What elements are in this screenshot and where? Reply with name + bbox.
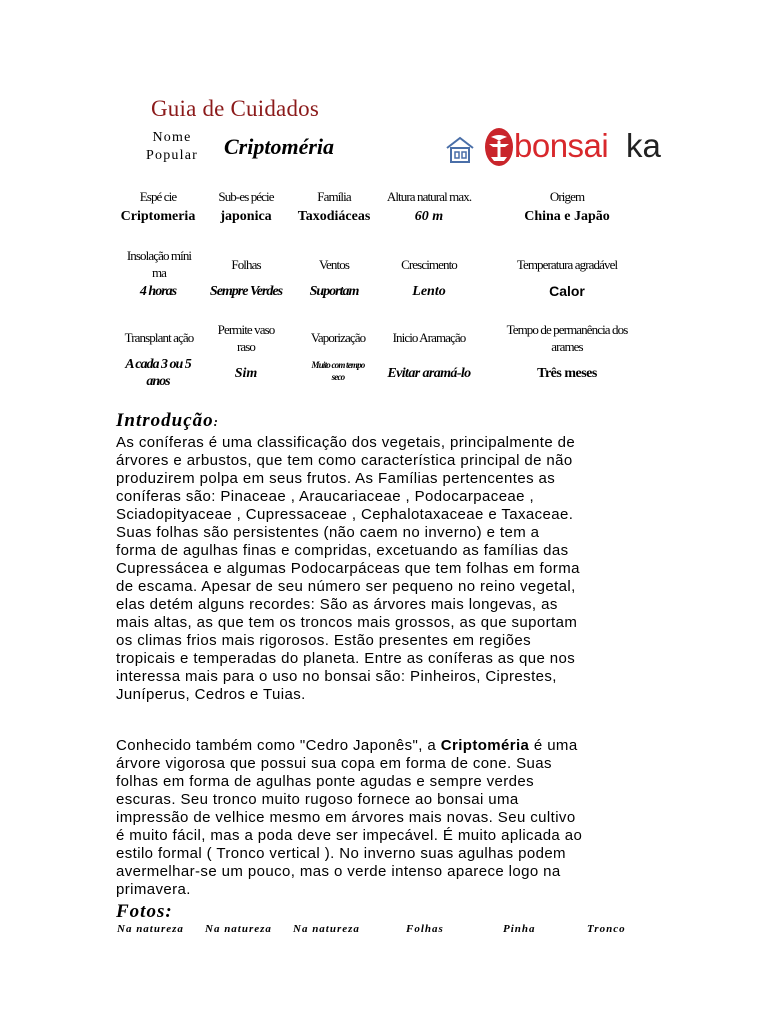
bonsai-ka-logo [444, 124, 661, 170]
label-origem: Origem [549, 189, 585, 204]
logo-word-bonsai: bonsai [514, 127, 609, 164]
photo-label-tronco: Tronco [587, 923, 626, 935]
value-altura: 60 m [414, 209, 444, 224]
value-familia: Taxodiáceas [297, 209, 371, 224]
intro-paragraph-2 [116, 719, 656, 899]
value-origem: China e Japão [524, 209, 610, 224]
value-subespecie: japonica [220, 209, 272, 224]
value-vaporizacao: Muito com tempo seco [311, 360, 365, 382]
value-transplantacao: A cada 3 ou 5 anos [125, 357, 191, 389]
label-inicio-aramacao: Inicio Aramação [392, 330, 466, 345]
intro-heading-colon: : [213, 414, 219, 429]
label-folhas: Folhas [231, 257, 261, 272]
value-insolacao: 4 horas [139, 284, 177, 299]
value-tempo-arames: Três meses [537, 366, 597, 381]
value-inicio-aramacao: Evitar aramá-lo [387, 366, 471, 381]
house-icon [444, 134, 476, 166]
label-ventos: Ventos [319, 257, 349, 272]
label-temperatura: Temperatura agradável [516, 257, 618, 272]
value-vaso-raso: Sim [234, 366, 258, 381]
photo-label-folhas: Folhas [406, 923, 444, 935]
p2-post: é uma árvore vigorosa que possui sua copa em forma de cone. Suas folhas em forma de agulhas ponte agudas e sempre verdes escuras. Seu tronco muito rugoso fornece ao bonsai uma impressão de velhice mesmo em árvores mais novas. Seu cultivo é muito fácil, mas a poda deve ser impecável. É muito aplicada ao estilo formal ( Tronco vertical ). No inverno suas agulhas podem avermelhar-se um pouco, mas o verde intenso aparece logo na primavera. [116, 737, 583, 898]
value-folhas: Sempre Verdes [209, 284, 283, 299]
label-crescimento: Crescimento [401, 257, 457, 272]
label-vaso-raso: Permite vaso raso [217, 322, 275, 354]
value-temperatura: Calor [549, 283, 585, 299]
intro-heading [116, 410, 219, 432]
label-tempo-arames: Tempo de permanência dos arames [506, 322, 628, 354]
p2-pre: Conhecido também como "Cedro Japonês", a [116, 737, 441, 754]
value-ventos: Suportam [309, 284, 359, 299]
photo-label-pinha: Pinha [503, 923, 536, 935]
nome-popular-label: Nome Popular [146, 130, 198, 163]
label-vaporizacao: Vaporização [310, 330, 366, 345]
intro-heading-text: Introdução [116, 410, 214, 431]
value-especie: Criptomeria [120, 209, 196, 224]
bonsai-emblem-icon [484, 127, 514, 167]
label-subespecie: Sub-es pécie [218, 189, 274, 204]
photo-label-na-natureza-1: Na natureza [117, 923, 184, 935]
intro-paragraph-1: As coníferas é uma classificação dos vegetais, principalmente de árvores e arbustos, que tem como característica principal de não produzirem polpa em seus frutos. As Famílias pertencentes as coníferas são: Pinaceae , Araucariaceae , Podocarpaceae , Sciadopityaceae , Cupressaceae , Cephalotaxaceae e Taxaceae. Suas folhas são persistentes (não caem no inverno) e tem a forma de agulhas finas e compridas, excetuando as famílias das Cupressácea e algumas Podocarpáceas que tem folhas em forma de escama. Apesar de seu número ser pequeno no reino vegetal, elas detém alguns recordes: São as árvores mais longevas, as mais altas, as que tem os troncos mais grossos, as que suportam os climas frios mais rigorosos. Estão presentes em regiões tropicais e temperadas do planeta. Entre as coníferas as que nos interessa mais para o uso no bonsai são: Pinheiros, Ciprestes, Juníperus, Cedros e Tuias. [116, 434, 580, 703]
value-crescimento: Lento [412, 284, 446, 299]
photo-label-na-natureza-3: Na natureza [293, 923, 360, 935]
label-familia: Família [317, 189, 351, 204]
photo-label-na-natureza-2: Na natureza [205, 923, 272, 935]
page-title: Guia de Cuidados [151, 96, 320, 121]
label-transplantacao: Transplant ação [124, 330, 194, 345]
p2-bold-species: Criptoméria [440, 737, 530, 754]
photos-heading: Fotos: [116, 901, 173, 922]
species-name: Criptoméria [224, 134, 335, 159]
label-especie: Espé cie [139, 189, 177, 204]
logo-word-ka: ka [626, 127, 661, 164]
label-altura: Altura natural max. [386, 189, 472, 204]
label-insolacao: Insolação míni ma [126, 248, 192, 280]
